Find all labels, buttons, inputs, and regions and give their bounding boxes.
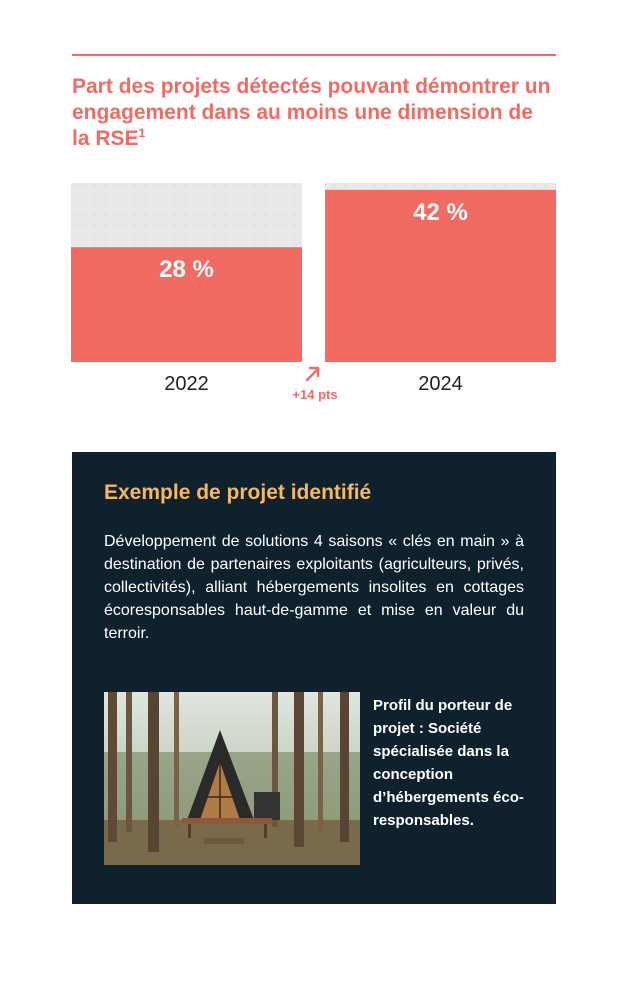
example-panel [72, 452, 556, 904]
chart-title: Part des projets détectés pouvant démontrer un engagement dans au moins une dimension de la RSE$^1$ [72, 75, 551, 150]
delta-label: +14 pts [292, 387, 338, 402]
example-heading: Exemple de projet identifié [104, 481, 372, 504]
delta-indicator [292, 368, 337, 402]
value-label-2024: 42 % [413, 198, 468, 226]
value-label-2022: 28 % [159, 256, 214, 284]
example-description: Développement de solutions 4 saisons « clés en main » à destination de partenaires exploitants (agriculteurs, privés, collectivités), alliant hébergements insolites en cottages écoresponsables haut-de-gamme et mise en valeur du terroir. [104, 533, 524, 642]
cabin-photo [104, 692, 360, 865]
up-arrow-icon [307, 369, 318, 380]
category-label-2022: 2022 [164, 373, 209, 395]
project-holder-profile: Profil du porteur de projet : Société spécialisée dans la conception d’hébergements éco-responsables. [373, 697, 524, 829]
category-label-2024: 2024 [418, 373, 463, 395]
footnote-marker: 1 [138, 126, 146, 140]
bar-chart [0, 0, 630, 420]
